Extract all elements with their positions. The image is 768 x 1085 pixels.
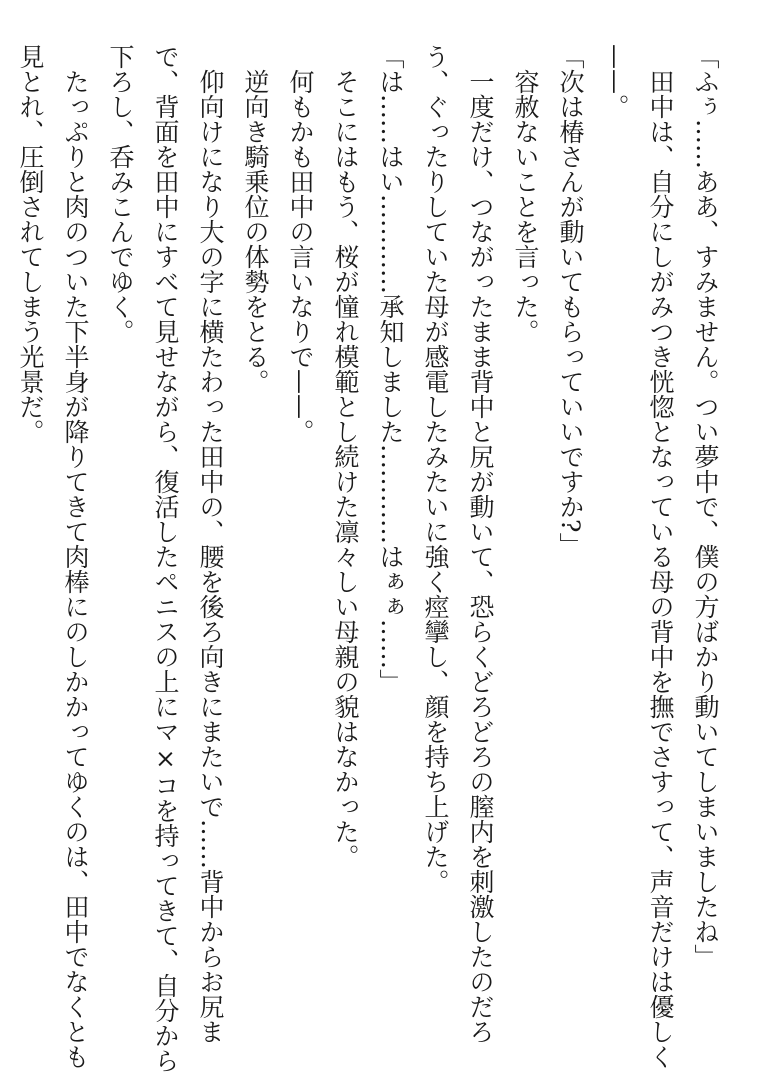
text-line-9: そこにはもう、桜が憧れ模範とし続けた凛々しい母親の貌はなかった。 <box>331 44 360 869</box>
text-line-2: 田中は、自分にしがみつき恍惚となっている母の背中を撫でさすって、声音だけは優しく <box>646 44 675 1069</box>
text-line-5: 容赦ないことを言った。 <box>511 44 540 344</box>
text-line-1: 「ふぅ……ああ、すみません。つい夢中で、僕の方ばかり動いてしまいましたね」 <box>691 44 720 969</box>
text-line-7: う、ぐったりしていた母が感電したみたいに強く痙攣し、顔を持ち上げた。 <box>421 44 450 894</box>
text-line-3: ——。 <box>601 44 630 119</box>
text-line-11: 逆向き騎乗位の体勢をとる。 <box>241 44 270 394</box>
text-line-4: 「次は椿さんが動いてもらっていいですか?」 <box>556 44 585 558</box>
text-line-16: 見とれ、圧倒されてしまう光景だ。 <box>16 44 45 444</box>
text-line-10: 何もかも田中の言いなりで——。 <box>286 44 315 444</box>
text-line-12: 仰向けになり大の字に横たわった田中の、腰を後ろ向きにまたいで……背中からお尻ま <box>196 44 225 1044</box>
text-line-8: 「は……はい…………承知しました…………はぁぁ……」 <box>376 44 405 694</box>
text-line-15: たっぷりと肉のついた下半身が降りてきて肉棒にのしかかってゆくのは、田中でなくとも <box>61 44 90 1069</box>
text-line-13: で、背面を田中にすべて見せながら、復活したペニスの上にマ×コを持ってきて、自分から <box>151 44 180 1073</box>
vertical-text-block <box>16 44 728 1073</box>
text-line-14: 下ろし、呑みこんでゆく。 <box>106 44 135 344</box>
text-line-6: 一度だけ、つながったまま背中と尻が動いて、恐らくどろどろの膣内を刺激したのだろ <box>466 44 495 1044</box>
